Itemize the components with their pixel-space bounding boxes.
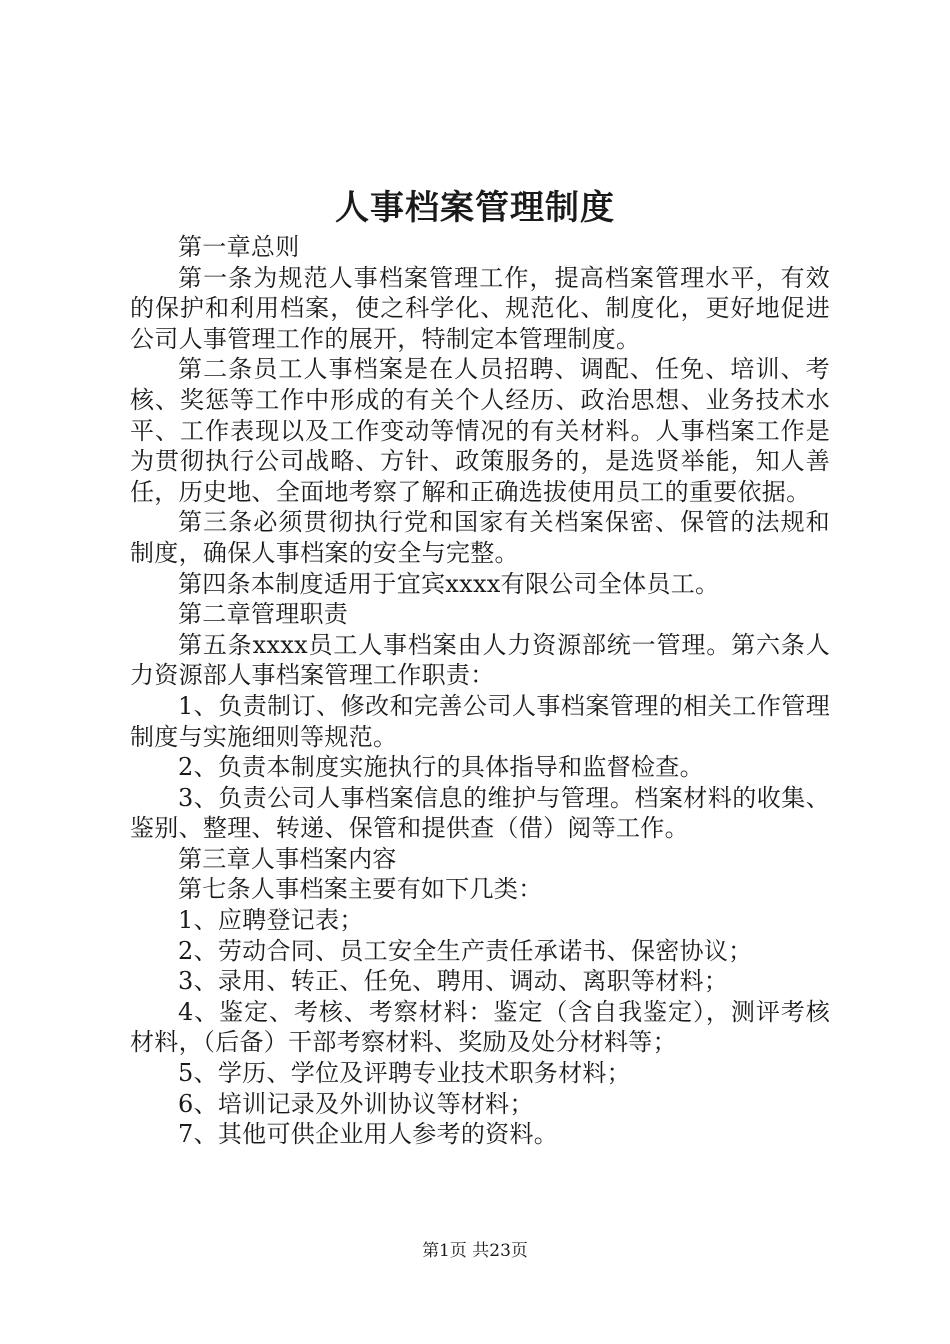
list-item: 2、劳动合同、员工安全生产责任承诺书、保密协议；: [178, 936, 753, 965]
paragraph: 第五条xxxx员工人事档案由人力资源部统一管理。第六条人力资源部人事档案管理工作职责：: [130, 630, 830, 690]
list-item: 1、应聘登记表；: [178, 906, 364, 935]
list-item: 7、其他可供企业用人参考的资料。: [178, 1120, 559, 1149]
paragraph: 第一条为规范人事档案管理工作，提高档案管理水平，有效的保护和利用档案，使之科学化、规范化、制度化，更好地促进公司人事管理工作的展开，特制定本管理制度。: [130, 263, 830, 353]
chapter-heading: 第二章管理职责: [178, 600, 349, 629]
paragraph: 第七条人事档案主要有如下几类：: [178, 875, 543, 904]
list-item: 2、负责本制度实施执行的具体指导和监督检查。: [178, 753, 704, 782]
page-footer: 第1页 共23页: [422, 1241, 528, 1261]
list-item: 3、负责公司人事档案信息的维护与管理。档案材料的收集、鉴别、整理、转递、保管和提供查（借）阅等工作。: [130, 783, 830, 843]
list-item: 5、学历、学位及评聘专业技术职务材料；: [178, 1059, 631, 1088]
document-body: [130, 232, 830, 1150]
chapter-heading: 第一章总则: [178, 233, 300, 261]
chapter-heading: 第三章人事档案内容: [178, 844, 397, 873]
list-item: 1、负责制订、修改和完善公司人事档案管理的相关工作管理制度与实施细则等规范。: [130, 691, 830, 751]
paragraph: 第二条员工人事档案是在人员招聘、调配、任免、培训、考核、奖惩等工作中形成的有关个人经历、政治思想、业务技术水平、工作表现以及工作变动等情况的有关材料。人事档案工作是为贯彻执行公司战略、方针、政策服务的，是选贤举能，知人善任，历史地、全面地考察了解和正确选拔使用员工的重要依据。: [130, 355, 830, 506]
list-item: 3、录用、转正、任免、聘用、调动、离职等材料；: [178, 967, 729, 996]
list-item: 4、鉴定、考核、考察材料：鉴定（含自我鉴定），测评考核材料，（后备）干部考察材料、奖励及处分材料等；: [130, 997, 830, 1057]
paragraph: 第四条本制度适用于宜宾xxxx有限公司全体员工。: [178, 569, 720, 598]
document-title: 人事档案管理制度: [335, 188, 615, 228]
paragraph: 第三条必须贯彻执行党和国家有关档案保密、保管的法规和制度，确保人事档案的安全与完整。: [130, 508, 830, 567]
list-item: 6、培训记录及外训协议等材料；: [178, 1089, 534, 1118]
